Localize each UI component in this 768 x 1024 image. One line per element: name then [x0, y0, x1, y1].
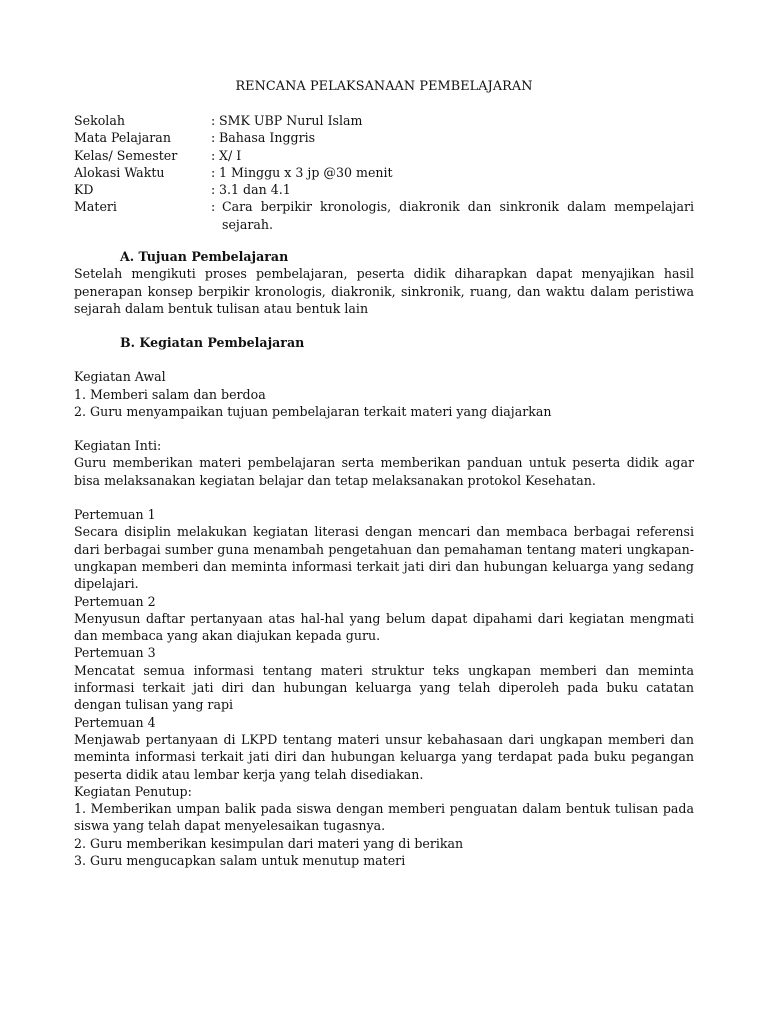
section-heading: B. Kegiatan Pembelajaran	[120, 335, 305, 350]
kegiatan-awal-label: Kegiatan Awal	[74, 369, 166, 385]
kegiatan-penutup-label: Kegiatan Penutup:	[74, 783, 192, 799]
document-title: RENCANA PELAKSANAAN PEMBELAJARAN	[235, 79, 533, 94]
info-label: Kelas/ Semester	[74, 147, 178, 163]
pertemuan-label: Pertemuan 2	[74, 593, 156, 609]
pertemuan-label: Pertemuan 3	[74, 645, 156, 661]
section-heading: A. Tujuan Pembelajaran	[120, 249, 289, 264]
pertemuan-text: Mencatat semua informasi tentang materi struktur teks ungkapan memberi dan meminta informasi terkait jati diri dan hubungan keluarga yang telah diperoleh pada buku catatan dengan tulisan yang rapi	[74, 662, 694, 713]
info-label: Mata Pelajaran	[74, 130, 171, 146]
info-value: SMK UBP Nurul Islam	[219, 113, 363, 128]
info-colon: :	[211, 113, 216, 128]
list-item: 1. Memberikan umpan balik pada siswa dengan memberi penguatan dalam bentuk tulisan pada siswa yang telah dapat menyelesaikan tugasnya.	[74, 801, 694, 834]
info-label: Materi	[74, 199, 117, 215]
info-colon: :	[211, 147, 216, 163]
pertemuan-text: Menyusun daftar pertanyaan atas hal-hal yang belum dapat dipahami dari kegiatan mengmati dan membaca yang akan diajukan kepada guru.	[74, 610, 694, 644]
info-colon: :	[211, 182, 216, 198]
pertemuan-text: Menjawab pertanyaan di LKPD tentang materi unsur kebahasaan dari ungkapan memberi dan meminta informasi terkait jati diri dan hubungan keluarga yang terdapat pada buku pegangan peserta didik atau lembar kerja yang telah disediakan.	[74, 731, 694, 782]
info-row-mata-pelajaran	[74, 129, 694, 146]
info-label: Sekolah	[74, 113, 125, 128]
list-item: 2. Guru memberikan kesimpulan dari materi yang di berikan	[74, 835, 464, 851]
pertemuan-label: Pertemuan 1	[74, 507, 156, 523]
info-value: Cara berpikir kronologis, diakronik dan sinkronik dalam mempelajari sejarah.	[222, 199, 694, 232]
info-label: KD	[74, 182, 94, 198]
info-colon: :	[211, 199, 216, 215]
list-item: 1. Memberi salam dan berdoa	[74, 386, 266, 402]
info-colon: :	[211, 130, 216, 146]
info-row-kd	[74, 181, 694, 198]
info-row-sekolah	[74, 112, 694, 129]
kegiatan-inti-text: Guru memberikan materi pembelajaran serta memberikan panduan untuk peserta didik agar bisa melaksanakan kegiatan belajar dan tetap melaksanakan protokol Kesehatan.	[74, 455, 694, 488]
list-item: 2. Guru menyampaikan tujuan pembelajaran terkait materi yang diajarkan	[74, 403, 552, 419]
info-row-alokasi-waktu	[74, 164, 694, 181]
blank-line	[74, 420, 694, 437]
kegiatan-inti-label: Kegiatan Inti:	[74, 438, 162, 454]
pertemuan-label: Pertemuan 4	[74, 714, 156, 730]
info-value: X/ I	[219, 147, 242, 163]
info-label: Alokasi Waktu	[74, 164, 165, 180]
info-value: Bahasa Inggris	[219, 130, 316, 146]
info-table	[74, 112, 694, 233]
info-row-materi	[74, 198, 694, 233]
section-paragraph: Setelah mengikuti proses pembelajaran, peserta didik diharapkan dapat menyajikan hasil penerapan konsep berpikir kronologis, diakronik, sinkronik, ruang, dan waktu dalam peristiwa sejarah dalam bentuk tulisan atau bentuk lain	[74, 266, 694, 316]
section-kegiatan	[74, 334, 694, 869]
info-value: 3.1 dan 4.1	[219, 182, 291, 198]
pertemuan-text: Secara disiplin melakukan kegiatan literasi dengan mencari dan membaca berbagai referensi dari berbagai sumber guna menambah pengetahuan dan pemahaman tentang materi ungkapan-ungkapan memberi dan meminta informasi terkait jati diri dan hubungan keluarga yang sedang dipelajari.	[74, 524, 694, 592]
list-item: 3. Guru mengucapkan salam untuk menutup materi	[74, 853, 406, 869]
blank-line	[74, 489, 694, 506]
info-colon: :	[211, 164, 216, 180]
section-tujuan	[74, 248, 694, 317]
info-row-kelas-semester	[74, 147, 694, 164]
info-value: 1 Minggu x 3 jp @30 menit	[219, 164, 393, 180]
blank-line	[74, 351, 694, 368]
